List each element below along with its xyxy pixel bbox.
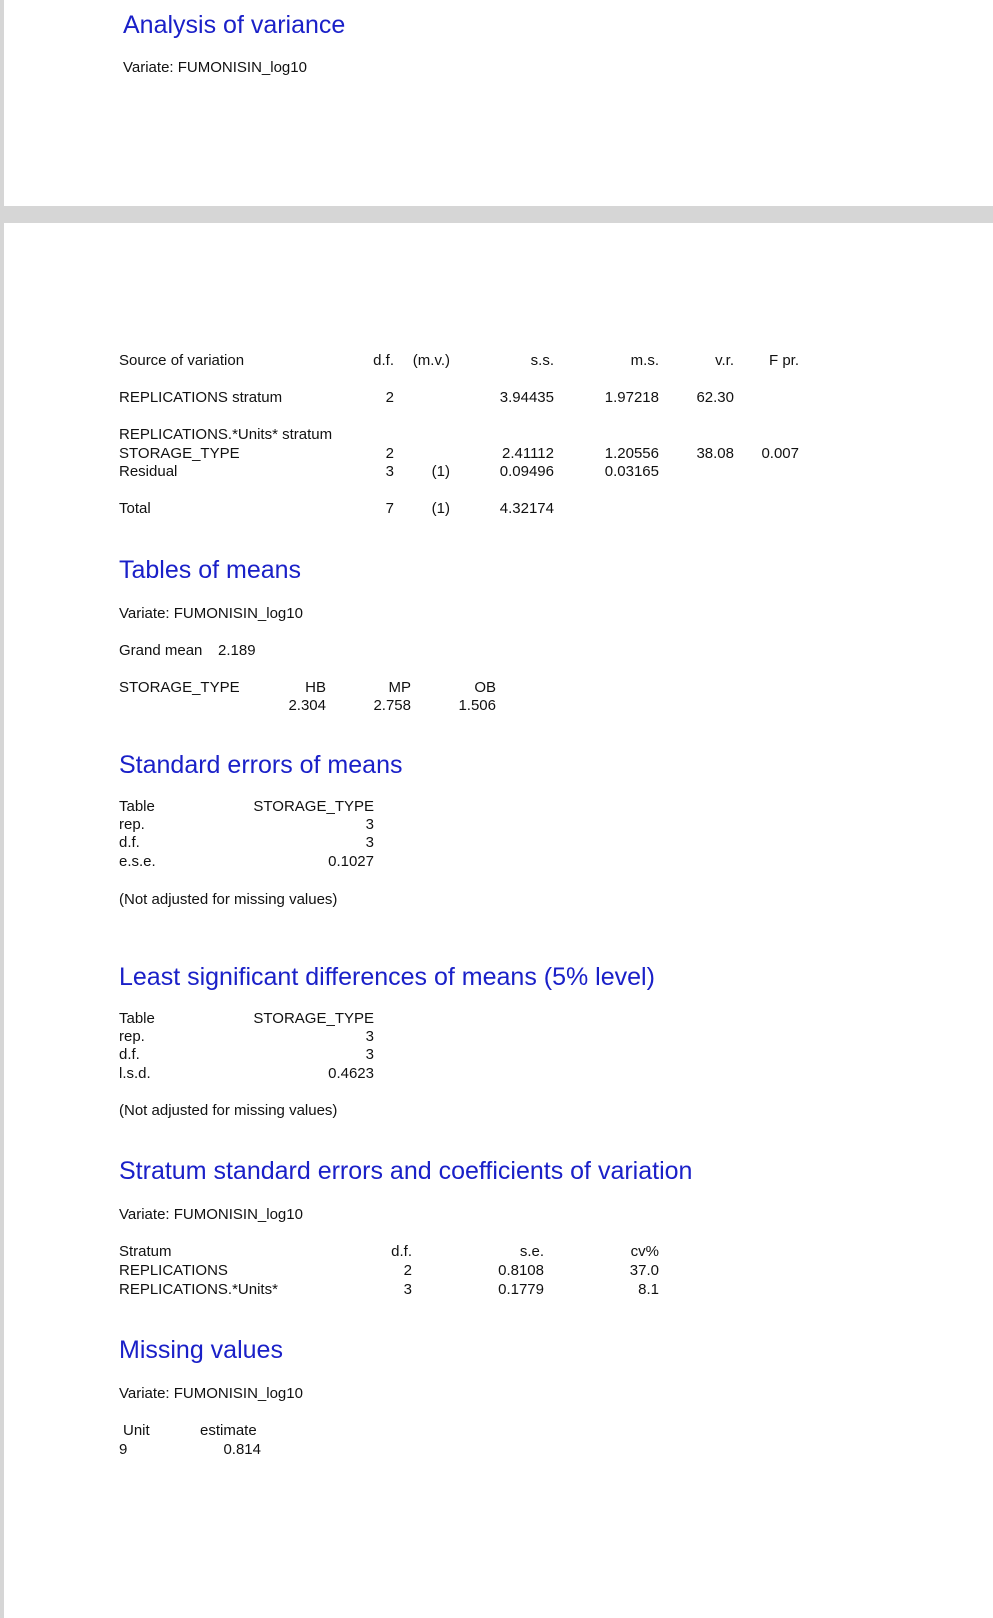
- means-value-hb: 2.304: [288, 697, 326, 714]
- anova-title: Analysis of variance: [123, 11, 346, 39]
- row-storage-fpr: 0.007: [761, 445, 799, 462]
- se-label-ese: e.s.e.: [119, 853, 156, 870]
- se-value-rep: 3: [365, 816, 374, 833]
- row-storage-vr: 38.08: [696, 445, 734, 462]
- row-rep-stratum-df: 2: [385, 389, 394, 406]
- row-storage-df: 2: [385, 445, 394, 462]
- row-total-ss: 4.32174: [499, 500, 554, 517]
- row-rep-stratum-ss: 3.94435: [499, 389, 554, 406]
- se-column-header: STORAGE_TYPE: [253, 798, 374, 815]
- lsd-title: Least significant differences of means (5% level): [119, 963, 655, 991]
- missing-title: Missing values: [119, 1336, 283, 1364]
- missing-variate: Variate: FUMONISIN_log10: [119, 1385, 303, 1402]
- row-rep-stratum-vr: 62.30: [696, 389, 734, 406]
- row-residual-ms: 0.03165: [604, 463, 659, 480]
- row-residual-source: Residual: [119, 463, 178, 480]
- stratum-row-cv: 37.0: [629, 1262, 659, 1279]
- row-storage-ss: 2.41112: [502, 445, 554, 462]
- means-level-hb: HB: [305, 679, 326, 696]
- missing-header-unit: Unit: [123, 1422, 150, 1439]
- lsd-label-table: Table: [119, 1010, 155, 1027]
- stratum-row-cv: 8.1: [638, 1281, 659, 1298]
- stratum-row-se: 0.1779: [498, 1281, 544, 1298]
- row-total-mv: (1): [431, 500, 450, 517]
- row-rep-stratum-ms: 1.97218: [604, 389, 659, 406]
- anova-header-ms: m.s.: [630, 352, 659, 369]
- stratum-variate: Variate: FUMONISIN_log10: [119, 1206, 303, 1223]
- anova-header-mv: (m.v.): [412, 352, 450, 369]
- row-storage-ms: 1.20556: [604, 445, 659, 462]
- row-storage-source: STORAGE_TYPE: [119, 445, 240, 462]
- grand-mean-value: 2.189: [218, 642, 256, 659]
- stratum-header-df: d.f.: [391, 1243, 412, 1260]
- means-value-ob: 1.506: [458, 697, 496, 714]
- output-panel-body: [4, 223, 993, 1618]
- row-total-source: Total: [119, 500, 151, 517]
- se-label-df: d.f.: [119, 834, 140, 851]
- means-value-mp: 2.758: [373, 697, 411, 714]
- stratum-header-cv: cv%: [630, 1243, 659, 1260]
- lsd-note: (Not adjusted for missing values): [119, 1102, 338, 1119]
- means-factor: STORAGE_TYPE: [119, 679, 240, 696]
- stratum-row-se: 0.8108: [498, 1262, 544, 1279]
- row-total-df: 7: [385, 500, 394, 517]
- row-units-stratum-source: REPLICATIONS.*Units* stratum: [119, 426, 333, 443]
- row-residual-ss: 0.09496: [499, 463, 554, 480]
- lsd-label-lsd: l.s.d.: [119, 1065, 151, 1082]
- missing-unit-value: 9: [119, 1441, 128, 1458]
- lsd-label-rep: rep.: [119, 1028, 145, 1045]
- stratum-row-name: REPLICATIONS.*Units*: [119, 1281, 278, 1298]
- lsd-label-df: d.f.: [119, 1046, 140, 1063]
- means-level-ob: OB: [474, 679, 496, 696]
- se-value-df: 3: [365, 834, 374, 851]
- output-panel-header: [4, 0, 993, 206]
- stratum-row-df: 3: [403, 1281, 412, 1298]
- lsd-value-rep: 3: [365, 1028, 374, 1045]
- lsd-column-header: STORAGE_TYPE: [253, 1010, 374, 1027]
- stratum-header-se: s.e.: [519, 1243, 544, 1260]
- missing-header-estimate: estimate: [200, 1422, 257, 1439]
- anova-header-source: Source of variation: [119, 352, 245, 369]
- stratum-row-name: REPLICATIONS: [119, 1262, 228, 1279]
- grand-mean-label: Grand mean: [119, 642, 203, 659]
- se-label-table: Table: [119, 798, 155, 815]
- row-rep-stratum-source: REPLICATIONS stratum: [119, 389, 283, 406]
- anova-variate: Variate: FUMONISIN_log10: [123, 59, 307, 76]
- anova-header-df: d.f.: [373, 352, 394, 369]
- se-note: (Not adjusted for missing values): [119, 891, 338, 908]
- anova-header-vr: v.r.: [715, 352, 734, 369]
- row-residual-df: 3: [385, 463, 394, 480]
- means-variate: Variate: FUMONISIN_log10: [119, 605, 303, 622]
- stratum-title: Stratum standard errors and coefficients of variation: [119, 1157, 693, 1185]
- se-label-rep: rep.: [119, 816, 145, 833]
- se-value-ese: 0.1027: [328, 853, 374, 870]
- stratum-header-name: Stratum: [119, 1243, 172, 1260]
- stratum-row-df: 2: [403, 1262, 412, 1279]
- anova-header-fpr: F pr.: [768, 352, 799, 369]
- lsd-value-lsd: 0.4623: [328, 1065, 374, 1082]
- anova-header-ss: s.s.: [530, 352, 554, 369]
- means-level-mp: MP: [388, 679, 411, 696]
- means-title: Tables of means: [119, 556, 302, 584]
- row-residual-mv: (1): [431, 463, 450, 480]
- lsd-value-df: 3: [365, 1046, 374, 1063]
- missing-estimate-value: 0.814: [223, 1441, 261, 1458]
- se-title: Standard errors of means: [119, 751, 403, 779]
